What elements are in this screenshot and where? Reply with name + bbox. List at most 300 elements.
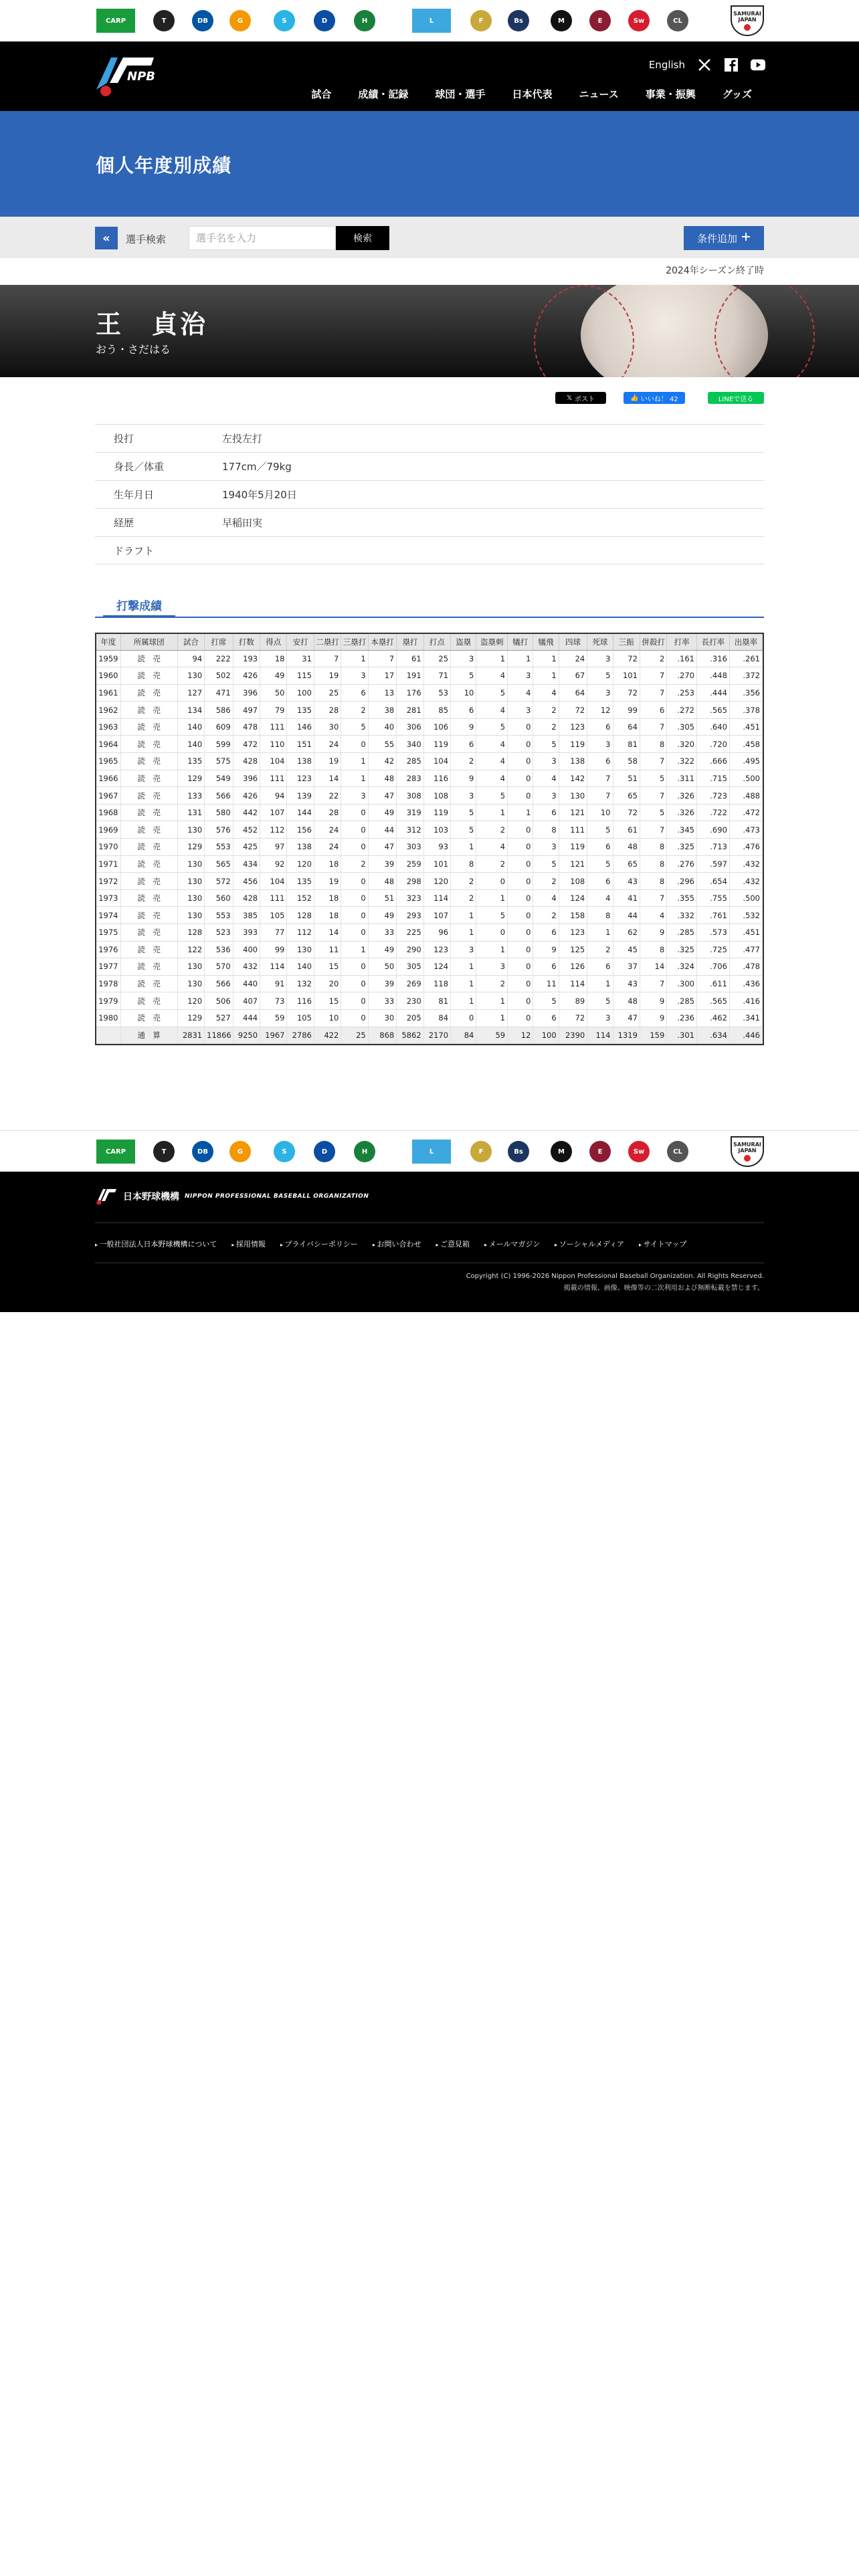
table-cell: 7 [640,821,666,839]
table-cell: 92 [260,855,287,873]
table-cell: 432 [233,958,260,976]
table-cell: .355 [667,889,697,907]
team-logo-mark: DB [192,10,213,31]
total-cell: 2831 [177,1027,204,1044]
table-cell: 146 [287,718,314,736]
table-cell: .316 [696,650,729,667]
table-cell: 5 [451,821,476,839]
table-cell: 599 [205,736,233,753]
table-cell: 1 [533,667,559,685]
table-cell: 3 [451,650,476,667]
table-cell: 1977 [96,958,120,976]
table-cell: .715 [696,770,729,787]
table-cell: 120 [287,855,314,873]
team-logo[interactable] [151,1136,177,1167]
column-header: 二塁打 [314,634,341,650]
table-cell: .640 [696,718,729,736]
table-cell: 2 [451,753,476,770]
table-cell: 0 [508,873,533,890]
footer-link-privacy[interactable]: ▸ プライバシーポリシー [280,1239,358,1249]
table-cell: 428 [233,889,260,907]
total-cell: .634 [696,1027,729,1044]
table-cell: 39 [368,975,397,992]
samurai-japan-crest [731,5,764,36]
table-cell: 2 [476,975,508,992]
team-logo[interactable] [311,5,338,36]
table-cell: 108 [423,787,450,804]
table-cell: 0 [508,718,533,736]
table-cell: 570 [205,958,233,976]
table-cell: 7 [640,667,666,685]
table-cell: 319 [397,804,423,821]
table-cell: 6 [533,804,559,821]
table-cell: 4 [476,770,508,787]
team-logo[interactable] [411,1136,452,1167]
column-header: 死球 [587,634,613,650]
table-cell: 134 [177,702,204,719]
team-logo-mark: S [274,1141,295,1162]
facebook-icon[interactable] [724,58,739,72]
collapse-search-button[interactable] [95,227,118,249]
table-cell: 119 [423,804,450,821]
table-cell: 193 [233,650,260,667]
table-row [96,667,763,685]
table-cell: 読 売 [120,907,177,924]
table-cell: 434 [233,855,260,873]
player-kana: おう・さだはる [96,343,171,356]
table-cell: 2 [341,855,368,873]
table-cell: 114 [260,958,287,976]
total-cell [96,1027,120,1044]
table-cell: 5 [476,907,508,924]
team-logo[interactable] [664,5,691,36]
table-cell: .611 [696,975,729,992]
nav-news[interactable]: ニュース [579,88,619,100]
table-cell: 176 [397,684,423,702]
table-cell: 0 [508,855,533,873]
table-cell: 1 [476,889,508,907]
table-row [96,873,763,890]
footer-link-feedback[interactable]: ▸ ご意見箱 [436,1239,470,1249]
search-label: 選手検索 [126,233,167,245]
line-share-label: LINEで送る [718,395,754,403]
table-cell: 101 [423,855,450,873]
team-logo[interactable] [351,1136,378,1167]
stats-tab-bar [95,594,764,618]
site-footer [0,1172,859,1312]
table-cell: 0 [341,992,368,1010]
table-cell: 130 [177,958,204,976]
footer-link-sitemap[interactable]: ▸ サイトマップ [639,1239,686,1249]
table-cell: 50 [368,958,397,976]
table-cell: 119 [559,839,587,856]
table-cell: 3 [533,787,559,804]
table-cell: 11 [533,975,559,992]
team-logo[interactable] [151,5,177,36]
add-condition-button[interactable] [684,226,764,250]
table-cell: 129 [177,839,204,856]
team-logo-mark: L [412,1140,451,1164]
rising-sun-icon [744,1155,751,1162]
profile-label: 経歴 [114,517,134,529]
table-cell: 22 [314,787,341,804]
total-cell: 84 [451,1027,476,1044]
table-cell: 5 [587,992,613,1010]
table-cell: 6 [451,702,476,719]
table-cell: 1961 [96,684,120,702]
table-cell: 566 [205,787,233,804]
table-cell: 19 [314,753,341,770]
footer-link-contact[interactable]: ▸ お問い合わせ [373,1239,421,1249]
table-cell: 471 [205,684,233,702]
table-row [96,941,763,958]
table-cell: 1975 [96,924,120,942]
team-logo[interactable] [626,1136,652,1167]
table-cell: 81 [423,992,450,1010]
table-cell: 6 [587,753,613,770]
table-cell: 0 [508,992,533,1010]
table-cell: 55 [368,736,397,753]
table-cell: 0 [341,958,368,976]
table-cell: 2 [451,889,476,907]
table-cell: .666 [696,753,729,770]
table-cell: 142 [559,770,587,787]
team-logo[interactable] [468,5,494,36]
column-header: 出塁率 [729,634,762,650]
team-logo[interactable] [227,1136,254,1167]
table-cell: .451 [729,718,762,736]
table-cell: 4 [640,907,666,924]
table-cell: .565 [696,702,729,719]
table-cell: 読 売 [120,924,177,942]
footer-org-logo[interactable] [95,1188,369,1205]
table-cell: 6 [587,718,613,736]
table-cell: 読 売 [120,684,177,702]
table-cell: 120 [423,873,450,890]
table-cell: 51 [368,889,397,907]
team-logo-row [96,5,765,36]
table-cell: 135 [177,753,204,770]
table-cell: 1965 [96,753,120,770]
footer-link-social[interactable]: ▸ ソーシャルメディア [555,1239,624,1249]
team-logo[interactable] [587,1136,613,1167]
nav-business[interactable]: 事業・振興 [645,88,696,100]
table-cell: 5 [341,718,368,736]
copyright-text: Copyright (C) 1996-2026 Nippon Professional Baseball Organization. All Rights Reserved. [466,1273,764,1280]
table-cell: 502 [205,667,233,685]
team-logo-mark: T [153,10,175,31]
table-cell: 79 [260,702,287,719]
samurai-japan-line2: JAPAN [738,17,757,23]
table-cell: 2 [533,873,559,890]
table-cell: 549 [205,770,233,787]
column-header: 試合 [177,634,204,650]
table-cell: 1 [341,770,368,787]
table-cell: 読 売 [120,873,177,890]
team-logo[interactable] [468,1136,494,1167]
table-cell: 24 [314,839,341,856]
nav-games[interactable]: 試合 [311,88,332,100]
table-cell: 4 [476,702,508,719]
total-cell: 2390 [559,1027,587,1044]
table-cell: 5 [640,804,666,821]
table-cell: 1964 [96,736,120,753]
nav-goods[interactable]: グッズ [722,88,752,100]
npb-logo[interactable] [94,53,155,98]
table-cell: .444 [696,684,729,702]
team-logo[interactable] [189,5,216,36]
table-cell: 306 [397,718,423,736]
table-cell: 123 [423,941,450,958]
footer-link-careers[interactable]: ▸ 採用情報 [231,1239,266,1249]
table-cell: 1963 [96,718,120,736]
youtube-icon[interactable] [751,58,765,72]
table-cell: 5 [476,787,508,804]
table-cell: .356 [729,684,762,702]
team-logo[interactable] [548,5,575,36]
table-cell: 5 [587,855,613,873]
nav-teams[interactable]: 球団・選手 [435,88,486,100]
team-logo-mark: CL [667,1141,688,1162]
table-cell: 115 [287,667,314,685]
table-cell: 7 [587,787,613,804]
footer-link-about[interactable]: ▸ 一般社団法人日本野球機構について [95,1239,217,1249]
table-cell: .597 [696,855,729,873]
table-cell: 読 売 [120,650,177,667]
table-cell: 5 [587,821,613,839]
table-cell: 42 [368,753,397,770]
table-cell: 48 [368,770,397,787]
table-cell: .341 [729,1009,762,1027]
table-cell: 426 [233,667,260,685]
table-cell: 230 [397,992,423,1010]
table-cell: .500 [729,889,762,907]
samurai-japan-line1: SAMURAI [733,11,761,17]
table-cell: 0 [508,839,533,856]
table-cell: 24 [314,736,341,753]
table-row [96,787,763,804]
table-cell: 89 [559,992,587,1010]
team-logo-mark: M [551,1141,572,1162]
table-cell: 7 [640,975,666,992]
table-cell: 64 [613,718,640,736]
table-cell: 3 [451,787,476,804]
table-cell: 91 [260,975,287,992]
table-cell: 39 [368,855,397,873]
team-logo[interactable] [411,5,452,36]
table-cell: 6 [533,924,559,942]
column-header: 打率 [667,634,697,650]
table-cell: 4 [533,770,559,787]
x-post-button[interactable] [555,392,606,404]
profile-label: 投打 [114,433,134,445]
column-header: 得点 [260,634,287,650]
table-cell: 123 [559,924,587,942]
team-logo[interactable] [548,1136,575,1167]
team-logo[interactable] [626,5,652,36]
table-cell: 305 [397,958,423,976]
table-cell: 3 [341,787,368,804]
table-cell: 303 [397,839,423,856]
table-cell: 4 [476,839,508,856]
table-cell: 67 [559,667,587,685]
table-cell: 0 [476,873,508,890]
table-cell: 9 [533,941,559,958]
table-cell: .378 [729,702,762,719]
table-cell: .476 [729,839,762,856]
line-share-button[interactable] [708,392,764,404]
table-cell: 読 売 [120,753,177,770]
table-cell: 156 [287,821,314,839]
table-cell: 61 [397,650,423,667]
table-cell: 0 [508,736,533,753]
site-header [0,41,859,111]
table-cell: 135 [287,873,314,890]
table-cell: .416 [729,992,762,1010]
table-cell: 130 [177,821,204,839]
samurai-japan-logo[interactable] [730,1136,765,1167]
table-cell: 14 [314,770,341,787]
table-cell: 0 [476,924,508,942]
total-cell: 2170 [423,1027,450,1044]
table-cell: 144 [287,804,314,821]
table-cell: 18 [314,907,341,924]
table-cell: 読 売 [120,855,177,873]
column-header: 打点 [423,634,450,650]
profile-label: 身長／体重 [114,461,165,473]
table-cell: 111 [260,770,287,787]
table-cell: 読 売 [120,958,177,976]
table-cell: 609 [205,718,233,736]
table-cell: 576 [205,821,233,839]
table-cell: 0 [341,873,368,890]
table-cell: 112 [287,924,314,942]
table-cell: 93 [423,839,450,856]
nav-stats[interactable]: 成績・記録 [358,88,409,100]
table-cell: 5 [451,667,476,685]
column-header: 盗塁刺 [476,634,508,650]
column-header: 四球 [559,634,587,650]
table-row [96,1009,763,1027]
table-cell: 31 [287,650,314,667]
double-chevron-left-icon: « [102,231,110,245]
table-cell: .690 [696,821,729,839]
table-cell: 24 [314,821,341,839]
table-cell: 283 [397,770,423,787]
profile-row [95,424,764,452]
table-cell: 9 [451,770,476,787]
table-cell: 0 [341,1009,368,1027]
table-cell: 51 [613,770,640,787]
team-logo[interactable] [351,5,378,36]
table-cell: 読 売 [120,770,177,787]
npb-logo-text: NPB [127,70,155,84]
table-cell: .161 [667,650,697,667]
table-cell: .488 [729,787,762,804]
column-header: 塁打 [397,634,423,650]
table-cell: 15 [314,992,341,1010]
table-cell: 107 [423,907,450,924]
table-cell: 48 [613,839,640,856]
table-cell: 1 [451,839,476,856]
table-cell: 575 [205,753,233,770]
table-cell: 25 [314,684,341,702]
team-logo[interactable] [96,1136,136,1167]
footer-team-logo-row [96,1136,765,1167]
x-icon: 𝕏 [566,394,573,402]
profile-value: 177cm／79kg [222,461,292,473]
team-logo[interactable] [505,1136,532,1167]
table-cell: 4 [533,889,559,907]
team-logo[interactable] [189,1136,216,1167]
team-logo[interactable] [311,1136,338,1167]
table-cell: 72 [559,702,587,719]
table-cell: .654 [696,873,729,890]
table-cell: 1 [587,924,613,942]
total-cell: 868 [368,1027,397,1044]
table-cell: .236 [667,1009,697,1027]
english-link[interactable]: English [648,59,685,71]
column-header: 本塁打 [368,634,397,650]
table-cell: 1 [451,958,476,976]
table-cell: 44 [613,907,640,924]
table-cell: 1 [451,975,476,992]
table-cell: 6 [341,684,368,702]
team-logo[interactable] [227,5,254,36]
x-icon[interactable] [697,58,712,72]
team-logo[interactable] [271,5,298,36]
team-logo[interactable] [505,5,532,36]
total-cell: 100 [533,1027,559,1044]
usage-notice: 掲載の情報、画像、映像等の二次利用および無断転載を禁じます。 [563,1285,764,1292]
table-cell: 読 売 [120,667,177,685]
table-cell: 111 [260,889,287,907]
table-cell: 396 [233,770,260,787]
player-search-bar [0,217,859,258]
samurai-japan-logo[interactable] [730,5,765,36]
table-cell: 0 [508,770,533,787]
batting-stats-table [95,633,764,1045]
table-cell: 1974 [96,907,120,924]
team-logo[interactable] [271,1136,298,1167]
tab-batting-stats[interactable]: 打撃成績 [103,594,175,618]
table-cell: 566 [205,975,233,992]
samurai-japan-line1: SAMURAI [733,1142,761,1148]
nav-national-team[interactable]: 日本代表 [512,88,553,100]
team-logo[interactable] [96,5,136,36]
page-title: 個人年度別成績 [96,154,232,177]
footer-link-newsletter[interactable]: ▸ メールマガジン [484,1239,540,1249]
table-cell: 1 [451,924,476,942]
table-cell: 1971 [96,855,120,873]
profile-label: ドラフト [114,544,155,557]
table-cell: 3 [587,1009,613,1027]
table-cell: 119 [423,736,450,753]
team-logo[interactable] [664,1136,691,1167]
team-logo[interactable] [587,5,613,36]
table-cell: .272 [667,702,697,719]
search-button[interactable]: 検索 [336,226,389,250]
player-search-input[interactable] [189,226,336,250]
table-cell: 1968 [96,804,120,821]
table-cell: 40 [368,718,397,736]
table-cell: .500 [729,770,762,787]
facebook-like-button[interactable] [624,392,685,404]
table-row [96,804,763,821]
table-cell: 114 [423,889,450,907]
table-cell: 読 売 [120,787,177,804]
table-cell: 4 [587,889,613,907]
